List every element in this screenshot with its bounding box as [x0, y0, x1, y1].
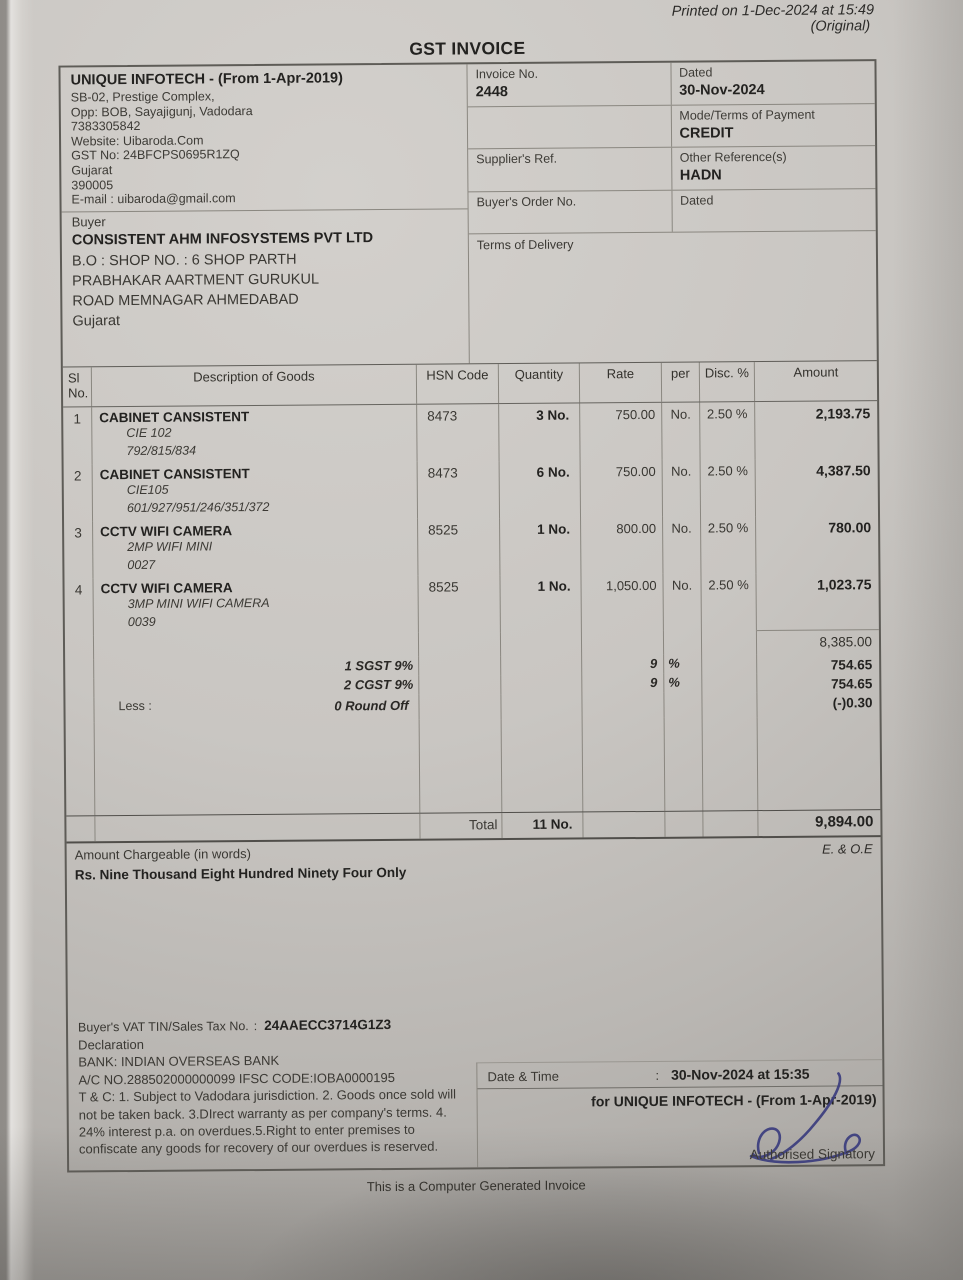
item-row [63, 401, 877, 464]
seller-panel [60, 64, 467, 212]
item-qty: 1 No. [500, 574, 581, 632]
item-disc: 2.50 % [701, 459, 756, 516]
datetime-label: Date & Time [487, 1068, 560, 1085]
column-header-hsn: HSN Code [417, 364, 499, 404]
item-hsn: 8525 [418, 518, 500, 576]
copy-type-label: (Original) [810, 18, 871, 35]
vat-tin-value: 24AAECC3714G1Z3 [264, 1016, 392, 1033]
item-amount: 1,023.75 [816, 576, 872, 593]
seller-address-line: E-mail : uibaroda@gmail.com [71, 191, 236, 207]
buyer-name: CONSISTENT AHM INFOSYSTEMS PVT LTD [71, 229, 374, 249]
round-off-amount: (-)0.30 [832, 695, 873, 711]
column-header-quantity: Quantity [499, 363, 580, 403]
item-qty: 3 No. [499, 403, 580, 461]
invoice-no-label: Invoice No. [475, 66, 539, 82]
for-company-label: for UNIQUE INFOTECH - (From 1-Apr-2019) [591, 1091, 877, 1110]
item-desc-line: 792/815/834 [126, 442, 197, 458]
item-desc-line: CIE105 [126, 482, 169, 498]
column-header-per: per [662, 363, 700, 402]
item-row [64, 572, 878, 635]
signature-box [478, 1086, 884, 1167]
seller-name: UNIQUE INFOTECH - (From 1-Apr-2019) [70, 70, 343, 89]
total-label: Total [420, 813, 502, 839]
tax-rate: 9 [582, 655, 664, 675]
declaration-panel [68, 1012, 477, 1170]
table-header-row [63, 361, 877, 407]
invoice-document [58, 2, 885, 1196]
item-sl: 2 [64, 464, 93, 521]
item-name: CCTV WIFI CAMERA [100, 523, 233, 540]
seller-address-line: Website: Uibaroda.Com [70, 133, 204, 149]
table-filler [66, 716, 881, 815]
amount-words-section [67, 837, 882, 1015]
item-desc-line: 3MP MINI WIFI CAMERA [127, 595, 270, 612]
bank-name-line: BANK: INDIAN OVERSEAS BANK [78, 1053, 280, 1070]
tax-amount: 754.65 [830, 657, 873, 673]
terms-conditions-text: T & C: 1. Subject to Vadodara jurisdiction. 2. Goods once sold will not be taken back. 3.DIrect warranty as per company's terms. 4. 24% interest p.a. on overdues.5.Right to enter premises to confiscate any goods for recovery of our overdues is reserved. [78, 1086, 457, 1157]
total-amount: 9,894.00 [814, 813, 874, 831]
authorised-signatory-label: Authorised Signatory [749, 1146, 876, 1163]
item-qty: 6 No. [500, 460, 581, 518]
signature-panel [476, 1009, 883, 1167]
item-row [64, 458, 878, 521]
column-header-rate: Rate [580, 363, 662, 403]
item-hsn: 8473 [417, 404, 499, 462]
subtotal-value: 8,385.00 [757, 629, 879, 654]
column-header-amount: Amount [793, 364, 839, 380]
less-label: Less : [118, 698, 152, 714]
header-section [60, 61, 876, 367]
empty-cell [468, 106, 672, 149]
item-per: No. [663, 574, 701, 631]
tax-label: 1 SGST 9% [94, 657, 419, 679]
datetime-value: 30-Nov-2024 at 15:35 [670, 1065, 810, 1083]
seller-address-line: GST No: 24BFCPS0695R1ZQ [71, 147, 240, 163]
item-desc-line: 0039 [127, 614, 156, 629]
item-per: No. [663, 517, 701, 574]
tax-label: 2 CGST 9% [94, 676, 419, 698]
item-sl: 1 [63, 407, 92, 464]
details-grid [467, 61, 876, 363]
suppliers-ref-label: Supplier's Ref. [476, 151, 558, 167]
footer-section [68, 1009, 883, 1170]
item-sl: 4 [64, 578, 93, 635]
tax-per: % [664, 674, 702, 693]
buyer-panel [62, 227, 469, 333]
other-references-value: HADN [679, 167, 722, 184]
item-name: CCTV WIFI CAMERA [100, 580, 233, 597]
invoice-title: GST INVOICE [409, 37, 526, 59]
items-table [63, 361, 881, 843]
item-desc-line: 601/927/951/246/351/372 [126, 499, 270, 515]
item-per: No. [662, 403, 700, 460]
seller-address-line: Gujarat [71, 163, 113, 178]
item-desc-line: CIE 102 [126, 425, 172, 441]
amount-words-label: Amount Chargeable (in words) [74, 846, 252, 863]
payment-terms-label: Mode/Terms of Payment [679, 107, 815, 123]
seller-address-line: SB-02, Prestige Complex, [70, 89, 215, 105]
item-amount: 4,387.50 [816, 462, 871, 479]
buyer-address-line: PRABHAKAR AARTMENT GURUKUL [72, 271, 320, 290]
item-per: No. [663, 460, 701, 517]
amount-words-value: Rs. Nine Thousand Eight Hundred Ninety Four Only [74, 864, 407, 883]
item-amount: 780.00 [828, 519, 872, 536]
round-off-label: 0 Round Off [334, 697, 409, 714]
vat-tin-label: Buyer's VAT TIN/Sales Tax No. [77, 1019, 249, 1035]
column-header-sl-no: Sl No. [63, 367, 92, 406]
order-dated-label: Dated [679, 193, 714, 208]
dated-label: Dated [678, 65, 713, 80]
printed-on-note: Printed on 1-Dec-2024 at 15:49 [671, 2, 875, 20]
seller-address-line: 7383305842 [70, 119, 141, 134]
item-row [64, 515, 878, 578]
invoice-no-value: 2448 [475, 84, 509, 101]
seller-address-line: 390005 [71, 177, 114, 193]
item-hsn: 8473 [418, 461, 500, 519]
other-references-label: Other Reference(s) [679, 149, 787, 165]
item-disc: 2.50 % [701, 516, 756, 573]
item-hsn: 8525 [418, 575, 500, 633]
item-desc-line: 0027 [127, 557, 156, 572]
column-header-description: Description of Goods [92, 365, 417, 407]
vat-tin-separator: : [253, 1019, 258, 1034]
tax-amount: 754.65 [830, 676, 873, 692]
footer-note: This is a Computer Generated Invoice [366, 1177, 586, 1195]
item-rate: 750.00 [581, 460, 663, 518]
buyer-address-line: Gujarat [72, 312, 121, 330]
item-name: CABINET CANSISTENT [99, 466, 250, 483]
item-disc: 2.50 % [701, 573, 756, 630]
item-sl: 3 [64, 521, 93, 578]
buyer-address-line: ROAD MEMNAGAR AHMEDABAD [72, 291, 299, 310]
datetime-separator: : [655, 1067, 660, 1083]
item-disc: 2.50 % [700, 402, 755, 459]
invoice-box [58, 59, 885, 1172]
tax-per: % [664, 655, 702, 674]
total-qty: 11 No. [502, 812, 583, 838]
buyer-label: Buyer [71, 213, 106, 230]
declaration-label: Declaration [78, 1036, 144, 1053]
bank-account-line: A/C NO.288502000000099 IFSC CODE:IOBA0000195 [78, 1069, 396, 1088]
tax-rate: 9 [582, 674, 664, 694]
dated-value: 30-Nov-2024 [679, 82, 765, 99]
item-rate: 800.00 [581, 517, 663, 575]
buyer-address-line: B.O : SHOP NO. : 6 SHOP PARTH [71, 251, 297, 270]
delivery-terms-label: Terms of Delivery [476, 237, 574, 253]
buyers-order-label: Buyer's Order No. [476, 194, 577, 210]
item-name: CABINET CANSISTENT [99, 409, 250, 426]
party-panel [60, 64, 469, 366]
seller-address-line: Opp: BOB, Sayajigunj, Vadodara [70, 103, 253, 120]
eoe-label: E. & O.E [821, 841, 873, 857]
item-amount: 2,193.75 [815, 405, 871, 422]
item-qty: 1 No. [500, 517, 581, 575]
payment-terms-value: CREDIT [679, 125, 734, 142]
item-rate: 750.00 [580, 403, 662, 461]
column-header-disc: Disc. % [700, 362, 755, 401]
item-rate: 1,050.00 [581, 574, 663, 632]
item-desc-line: 2MP WIFI MINI [127, 539, 213, 555]
